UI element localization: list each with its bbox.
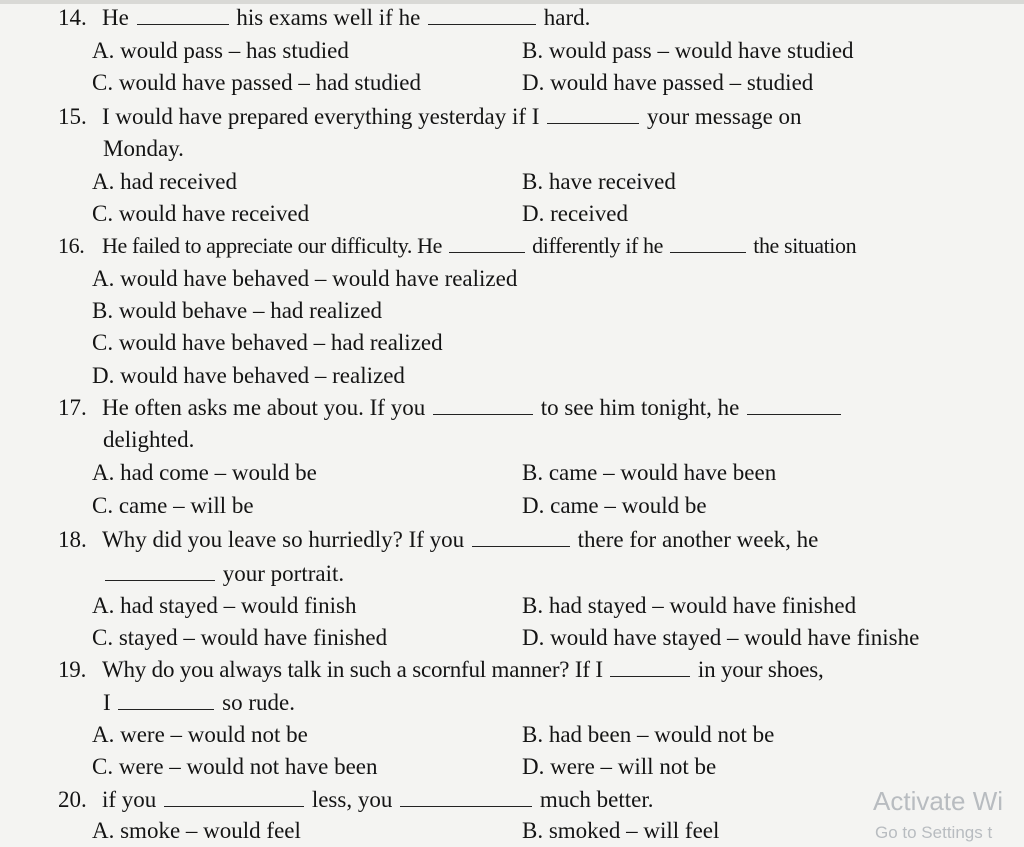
question-text: I would have prepared everything yesterday if I: [102, 104, 540, 129]
answer-blank: [747, 413, 841, 415]
question-text: He: [102, 5, 129, 30]
question-continuation: [103, 688, 295, 718]
question-text: Why did you leave so hurriedly? If you: [102, 527, 465, 552]
question-text: Why do you always talk in such a scornful manner? If I: [102, 657, 603, 682]
question-text: your portrait.: [222, 561, 345, 586]
question-text: his exams well if he: [236, 5, 421, 30]
question-text: less, you: [311, 787, 393, 812]
question-number: 18.: [58, 527, 87, 552]
question-text: if you: [102, 787, 157, 812]
question-number: 16.: [58, 233, 85, 258]
option-b: B. would pass – would have studied: [522, 38, 854, 63]
option-a: A. had stayed – would finish: [92, 593, 357, 618]
question-number: 20.: [58, 787, 87, 812]
question-number: 19.: [58, 657, 87, 682]
answer-blank: [472, 545, 570, 547]
option-c: C. were – would not have been: [92, 754, 378, 779]
option-a: A. would have behaved – would have realized: [92, 266, 518, 291]
option-a: A. had come – would be: [92, 460, 317, 485]
option-a: A. were – would not be: [92, 722, 308, 747]
option-c: C. stayed – would have finished: [92, 625, 388, 650]
question-number: 17.: [58, 395, 87, 420]
answer-blank: [400, 805, 532, 807]
question-text: He often asks me about you. If you: [102, 395, 426, 420]
question-19: [58, 655, 824, 685]
answer-blank: [433, 413, 533, 415]
option-d: D. received: [522, 201, 628, 226]
option-a: A. smoke – would feel: [92, 818, 301, 843]
question-20: [58, 785, 654, 815]
option-b: B. smoked – will feel: [522, 818, 720, 843]
question-continuation: [103, 559, 344, 589]
question-text: to see him tonight, he: [540, 395, 740, 420]
question-text: there for another week, he: [577, 527, 819, 552]
question-text: the situation: [753, 233, 857, 258]
question-text: so rude.: [222, 690, 295, 715]
question-16: [58, 231, 856, 261]
option-b: B. had been – would not be: [522, 722, 775, 747]
answer-blank: [449, 251, 525, 253]
go-to-settings-watermark: Go to Settings t: [875, 823, 993, 842]
question-text: in your shoes,: [697, 657, 824, 682]
option-a: A. would pass – has studied: [92, 38, 349, 63]
option-b: B. had stayed – would have finished: [522, 593, 857, 618]
option-d: D. were – will not be: [522, 754, 717, 779]
answer-blank: [428, 23, 536, 25]
option-c: C. would have behaved – had realized: [92, 330, 443, 355]
answer-blank: [164, 805, 304, 807]
question-text: hard.: [543, 5, 591, 30]
question-text: your message on: [646, 104, 802, 129]
question-18: [58, 525, 818, 555]
question-text: He failed to appreciate our difficulty. He: [102, 233, 442, 258]
question-text: much better.: [539, 787, 654, 812]
option-c: C. came – will be: [92, 493, 254, 518]
question-15: [58, 102, 802, 132]
question-17: [58, 393, 843, 423]
question-continuation: delighted.: [103, 427, 195, 452]
question-continuation: Monday.: [103, 136, 184, 161]
option-d: D. would have passed – studied: [522, 70, 814, 95]
answer-blank: [118, 708, 214, 710]
answer-blank: [610, 675, 690, 677]
answer-blank: [137, 23, 229, 25]
answer-blank: [670, 251, 746, 253]
answer-blank: [105, 579, 215, 581]
question-text: differently if he: [532, 233, 664, 258]
activate-windows-watermark: Activate Wi: [873, 786, 1004, 816]
option-d: D. would have behaved – realized: [92, 363, 405, 388]
option-d: D. came – would be: [522, 493, 707, 518]
option-d: D. would have stayed – would have finishe: [522, 625, 920, 650]
option-b: B. would behave – had realized: [92, 298, 382, 323]
option-a: A. had received: [92, 169, 237, 194]
question-text: I: [103, 690, 111, 715]
answer-blank: [547, 122, 639, 124]
option-c: C. would have passed – had studied: [92, 70, 421, 95]
question-number: 14.: [58, 5, 87, 30]
question-14: [58, 3, 590, 33]
option-b: B. came – would have been: [522, 460, 777, 485]
question-number: 15.: [58, 104, 87, 129]
option-c: C. would have received: [92, 201, 310, 226]
option-b: B. have received: [522, 169, 676, 194]
